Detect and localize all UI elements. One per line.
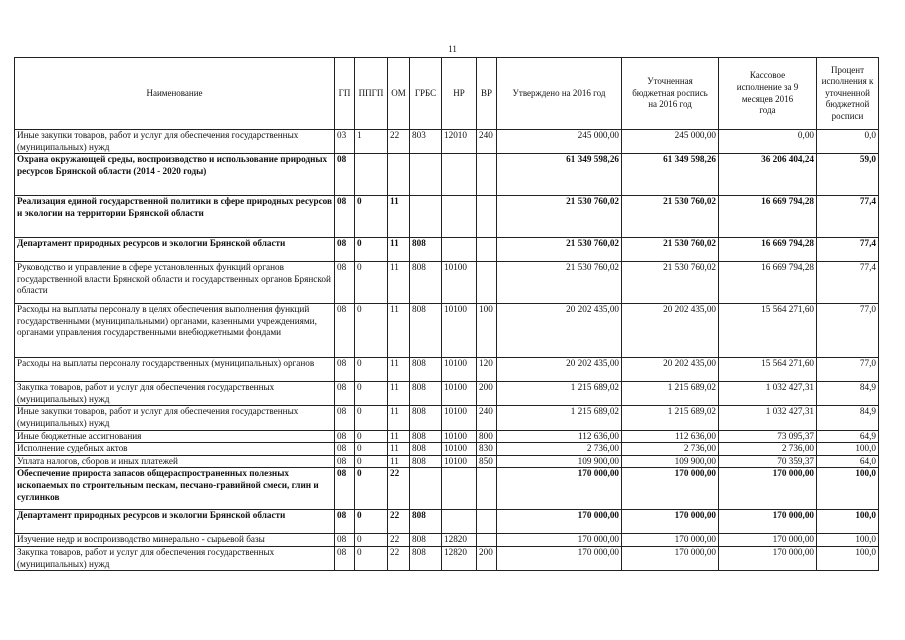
cell-name: Руководство и управление в сфере установленных функций органов государственной власти Брянской области и государственных органов Брянской области [15,262,335,304]
cell-refined: 21 530 760,02 [622,238,719,262]
cell-om: 11 [388,443,410,456]
cell-approved: 61 349 598,26 [497,154,622,196]
cell-ppgp: 0 [355,406,388,430]
cell-percent: 77,4 [817,262,879,304]
cell-name: Закупка товаров, работ и услуг для обеспечения государственных (муниципальных) нужд [15,382,335,406]
cell-om: 11 [388,196,410,238]
cell-name: Расходы на выплаты персоналу государственных (муниципальных) органов [15,358,335,382]
cell-ppgp: 0 [355,455,388,468]
cell-gp: 08 [335,304,355,358]
cell-om: 22 [388,534,410,547]
cell-name: Закупка товаров, работ и услуг для обеспечения государственных (муниципальных) нужд [15,546,335,570]
cell-ppgp [355,154,388,196]
cell-percent: 77,4 [817,238,879,262]
cell-approved: 170 000,00 [497,510,622,534]
cell-cash: 0,00 [719,130,817,154]
cell-name: Охрана окружающей среды, воспроизводство и использование природных ресурсов Брянской области (2014 - 2020 годы) [15,154,335,196]
cell-refined: 170 000,00 [622,534,719,547]
cell-refined: 245 000,00 [622,130,719,154]
table-row [15,304,879,358]
table-row [15,546,879,570]
cell-nr [442,510,477,534]
cell-vr: 120 [477,358,497,382]
cell-om: 11 [388,238,410,262]
cell-percent: 0,0 [817,130,879,154]
cell-vr: 240 [477,406,497,430]
cell-percent: 77,0 [817,358,879,382]
table-row [15,196,879,238]
cell-vr [477,196,497,238]
cell-cash: 1 032 427,31 [719,382,817,406]
cell-ppgp: 0 [355,262,388,304]
budget-execution-table [14,57,879,571]
col-header-grbs: ГРБС [410,58,442,130]
cell-ppgp: 0 [355,510,388,534]
col-header-refined-label: Уточненная бюджетная роспись на 2016 год [632,76,708,110]
cell-gp: 08 [335,154,355,196]
cell-grbs: 808 [410,546,442,570]
cell-approved: 20 202 435,00 [497,304,622,358]
cell-om: 22 [388,546,410,570]
table-row [15,430,879,443]
cell-approved: 170 000,00 [497,546,622,570]
cell-om: 11 [388,358,410,382]
cell-refined: 1 215 689,02 [622,382,719,406]
col-header-percent: Процент исполнения к уточненной бюджетной росписи [817,58,879,130]
cell-refined: 112 636,00 [622,430,719,443]
cell-cash: 16 669 794,28 [719,238,817,262]
cell-ppgp: 0 [355,468,388,510]
cell-percent: 77,4 [817,196,879,238]
cell-name: Иные закупки товаров, работ и услуг для обеспечения государственных (муниципальных) нужд [15,406,335,430]
cell-gp: 08 [335,546,355,570]
cell-gp: 08 [335,510,355,534]
cell-nr: 10100 [442,430,477,443]
cell-cash: 170 000,00 [719,468,817,510]
cell-grbs: 808 [410,443,442,456]
cell-refined: 170 000,00 [622,468,719,510]
cell-name: Уплата налогов, сборов и иных платежей [15,455,335,468]
cell-nr: 10100 [442,382,477,406]
cell-cash: 170 000,00 [719,510,817,534]
table-row [15,455,879,468]
cell-refined: 61 349 598,26 [622,154,719,196]
table-row [15,130,879,154]
cell-nr: 12820 [442,534,477,547]
cell-approved: 1 215 689,02 [497,406,622,430]
cell-name: Иные закупки товаров, работ и услуг для обеспечения государственных (муниципальных) нужд [15,130,335,154]
col-header-refined [622,58,719,130]
col-header-gp: ГП [335,58,355,130]
cell-cash: 2 736,00 [719,443,817,456]
col-header-approved [497,58,622,130]
cell-percent: 84,9 [817,406,879,430]
cell-name: Департамент природных ресурсов и экологии Брянской области [15,510,335,534]
col-header-name: Наименование [15,58,335,130]
cell-refined: 21 530 760,02 [622,262,719,304]
cell-cash: 170 000,00 [719,534,817,547]
table-row [15,406,879,430]
cell-ppgp: 0 [355,546,388,570]
table-row [15,382,879,406]
cell-nr: 10100 [442,304,477,358]
col-header-vr: ВР [477,58,497,130]
cell-gp: 03 [335,130,355,154]
cell-gp: 08 [335,406,355,430]
cell-percent: 64,9 [817,430,879,443]
cell-vr [477,510,497,534]
col-header-cash-label: Кассовое исполнение за 9 месяцев 2016 года [736,70,799,116]
cell-nr: 10100 [442,406,477,430]
cell-name: Иные бюджетные ассигнования [15,430,335,443]
cell-percent: 77,0 [817,304,879,358]
cell-percent: 100,0 [817,510,879,534]
cell-grbs: 808 [410,534,442,547]
table-row [15,510,879,534]
cell-gp: 08 [335,196,355,238]
cell-om [388,154,410,196]
cell-om: 11 [388,262,410,304]
cell-om: 22 [388,468,410,510]
cell-refined: 20 202 435,00 [622,304,719,358]
cell-vr: 850 [477,455,497,468]
cell-gp: 08 [335,238,355,262]
cell-gp: 08 [335,443,355,456]
cell-approved: 2 736,00 [497,443,622,456]
cell-cash: 16 669 794,28 [719,196,817,238]
cell-approved: 109 900,00 [497,455,622,468]
cell-gp: 08 [335,468,355,510]
cell-nr: 12820 [442,546,477,570]
cell-approved: 21 530 760,02 [497,238,622,262]
cell-vr [477,534,497,547]
cell-nr: 10100 [442,455,477,468]
cell-name: Департамент природных ресурсов и экологии Брянской области [15,238,335,262]
cell-om: 11 [388,382,410,406]
cell-grbs [410,154,442,196]
cell-vr: 830 [477,443,497,456]
cell-percent: 100,0 [817,546,879,570]
cell-grbs: 808 [410,406,442,430]
table-row [15,468,879,510]
cell-vr: 240 [477,130,497,154]
col-header-ppgp: ППГП [355,58,388,130]
cell-cash: 15 564 271,60 [719,358,817,382]
cell-ppgp: 0 [355,358,388,382]
cell-grbs: 808 [410,510,442,534]
cell-cash: 16 669 794,28 [719,262,817,304]
cell-om: 11 [388,406,410,430]
cell-percent: 84,9 [817,382,879,406]
cell-percent: 100,0 [817,534,879,547]
table-header-row [15,58,879,130]
cell-ppgp: 0 [355,443,388,456]
cell-ppgp: 0 [355,382,388,406]
cell-percent: 64,0 [817,455,879,468]
cell-cash: 1 032 427,31 [719,406,817,430]
col-header-cash [719,58,817,130]
cell-grbs: 803 [410,130,442,154]
cell-nr [442,196,477,238]
cell-percent: 100,0 [817,443,879,456]
cell-grbs [410,468,442,510]
cell-gp: 08 [335,382,355,406]
cell-vr: 200 [477,546,497,570]
cell-gp: 08 [335,262,355,304]
cell-name: Исполнение судебных актов [15,443,335,456]
cell-nr: 10100 [442,443,477,456]
cell-cash: 15 564 271,60 [719,304,817,358]
page-number: 11 [448,44,457,54]
cell-cash: 70 359,37 [719,455,817,468]
cell-name: Расходы на выплаты персоналу в целях обеспечения выполнения функций государственными (муниципальными) органами, казенными учреждениями, органами управления государственными внебюджетными фондами [15,304,335,358]
cell-approved: 20 202 435,00 [497,358,622,382]
cell-nr: 10100 [442,358,477,382]
cell-grbs: 808 [410,358,442,382]
cell-nr: 12010 [442,130,477,154]
cell-om: 11 [388,430,410,443]
cell-cash: 36 206 404,24 [719,154,817,196]
cell-refined: 1 215 689,02 [622,406,719,430]
col-header-approved-label: Утверждено на 2016 год [512,87,606,98]
cell-refined: 170 000,00 [622,546,719,570]
cell-grbs: 808 [410,262,442,304]
cell-cash: 73 095,37 [719,430,817,443]
cell-vr [477,468,497,510]
cell-ppgp: 0 [355,304,388,358]
cell-nr [442,154,477,196]
cell-ppgp: 0 [355,238,388,262]
cell-approved: 21 530 760,02 [497,196,622,238]
cell-nr [442,238,477,262]
cell-grbs: 808 [410,382,442,406]
cell-percent: 100,0 [817,468,879,510]
cell-vr: 100 [477,304,497,358]
cell-approved: 170 000,00 [497,534,622,547]
table-row [15,154,879,196]
cell-cash: 170 000,00 [719,546,817,570]
cell-refined: 2 736,00 [622,443,719,456]
cell-approved: 1 215 689,02 [497,382,622,406]
cell-gp: 08 [335,430,355,443]
cell-refined: 109 900,00 [622,455,719,468]
cell-grbs: 808 [410,304,442,358]
cell-ppgp: 0 [355,534,388,547]
cell-gp: 08 [335,534,355,547]
cell-vr: 200 [477,382,497,406]
cell-ppgp: 0 [355,430,388,443]
cell-name: Изучение недр и воспроизводство минерально - сырьевой базы [15,534,335,547]
cell-percent: 59,0 [817,154,879,196]
cell-approved: 245 000,00 [497,130,622,154]
table-row [15,534,879,547]
cell-nr: 10100 [442,262,477,304]
col-header-nr: НР [442,58,477,130]
cell-nr [442,468,477,510]
cell-grbs [410,196,442,238]
cell-gp: 08 [335,455,355,468]
cell-grbs: 808 [410,238,442,262]
cell-vr [477,238,497,262]
cell-approved: 112 636,00 [497,430,622,443]
col-header-om: ОМ [388,58,410,130]
table-row [15,262,879,304]
table-row [15,238,879,262]
cell-om: 22 [388,510,410,534]
table-row [15,443,879,456]
cell-refined: 21 530 760,02 [622,196,719,238]
cell-vr [477,262,497,304]
cell-vr [477,154,497,196]
cell-ppgp: 0 [355,196,388,238]
cell-name: Обеспечение прироста запасов общераспространенных полезных ископаемых по строительным пескам, песчано-гравийной смеси, глин и суглинков [15,468,335,510]
cell-ppgp: 1 [355,130,388,154]
cell-refined: 20 202 435,00 [622,358,719,382]
cell-vr: 800 [477,430,497,443]
cell-om: 11 [388,455,410,468]
cell-grbs: 808 [410,455,442,468]
cell-approved: 170 000,00 [497,468,622,510]
cell-refined: 170 000,00 [622,510,719,534]
cell-approved: 21 530 760,02 [497,262,622,304]
cell-om: 11 [388,304,410,358]
cell-om: 22 [388,130,410,154]
cell-grbs: 808 [410,430,442,443]
cell-name: Реализация единой государственной политики в сфере природных ресурсов и экологии на территории Брянской области [15,196,335,238]
table-row [15,358,879,382]
cell-gp: 08 [335,358,355,382]
